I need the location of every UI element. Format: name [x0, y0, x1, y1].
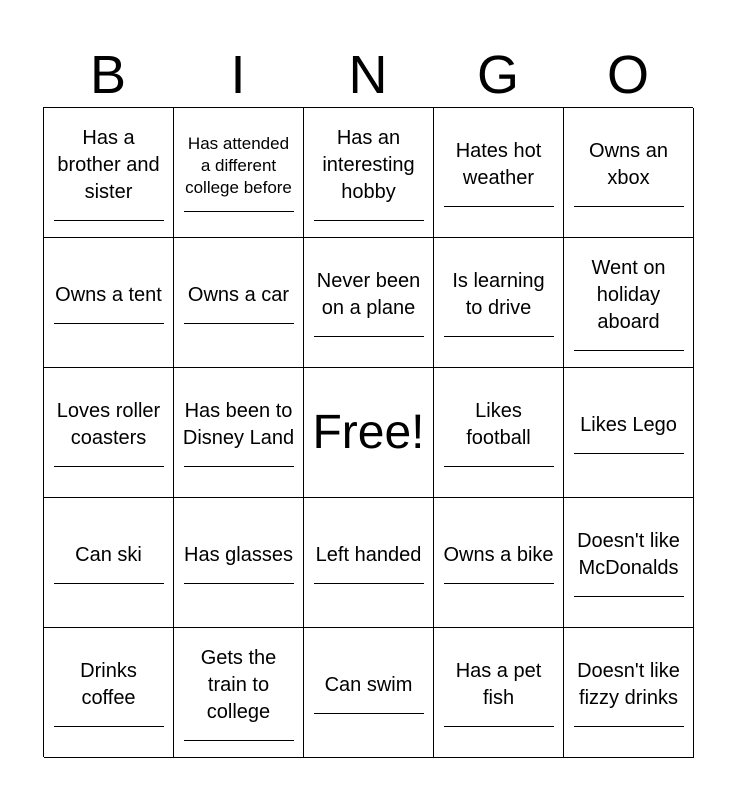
signature-line — [184, 583, 294, 584]
signature-line — [444, 336, 554, 337]
bingo-cell[interactable] — [434, 238, 564, 368]
cell-prompt: Is learning to drive — [452, 270, 545, 319]
cell-prompt: Owns a bike — [443, 543, 554, 566]
cell-prompt: Owns a car — [187, 283, 290, 306]
bingo-cell[interactable] — [304, 238, 434, 368]
bingo-cell[interactable] — [174, 628, 304, 758]
signature-line — [54, 583, 164, 584]
cell-prompt: Gets the train to college — [200, 646, 277, 723]
bingo-cell[interactable] — [564, 238, 694, 368]
bingo-cell[interactable] — [174, 108, 304, 238]
cell-prompt: Went on holiday aboard — [591, 256, 666, 333]
bingo-cell[interactable] — [44, 368, 174, 498]
signature-line — [54, 220, 164, 221]
cell-prompt: Left handed — [315, 543, 422, 566]
cell-prompt: Has attended a different college before — [185, 134, 292, 197]
cell-prompt: Drinks coffee — [80, 660, 137, 709]
signature-line — [444, 583, 554, 584]
bingo-cell[interactable] — [434, 628, 564, 758]
cell-prompt: Has an interesting hobby — [322, 126, 415, 203]
bingo-cell[interactable] — [174, 498, 304, 628]
cell-prompt: Likes Lego — [580, 413, 677, 436]
bingo-cell[interactable] — [564, 498, 694, 628]
cell-prompt: Hates hot weather — [455, 140, 542, 189]
bingo-cell[interactable] — [564, 108, 694, 238]
cell-prompt: Can swim — [324, 673, 413, 696]
header-letter-i: I — [230, 45, 246, 105]
bingo-cell[interactable] — [304, 628, 434, 758]
header-letter-o: O — [606, 45, 649, 105]
cell-prompt: Doesn't like fizzy drinks — [577, 660, 680, 709]
signature-line — [574, 206, 684, 207]
signature-line — [314, 220, 424, 221]
cell-prompt: Has a pet fish — [455, 660, 542, 709]
bingo-cell[interactable] — [434, 498, 564, 628]
bingo-cell[interactable] — [434, 368, 564, 498]
bingo-cell[interactable] — [174, 238, 304, 368]
signature-line — [54, 726, 164, 727]
bingo-cell[interactable] — [174, 368, 304, 498]
cell-prompt: Can ski — [75, 543, 142, 566]
bingo-cell[interactable] — [44, 238, 174, 368]
signature-line — [444, 726, 554, 727]
bingo-cell[interactable] — [434, 108, 564, 238]
cell-prompt: Doesn't like McDonalds — [577, 530, 680, 579]
cell-prompt: Has glasses — [184, 543, 293, 566]
signature-line — [314, 336, 424, 337]
cell-prompt: Owns a tent — [55, 283, 162, 306]
signature-line — [184, 740, 294, 741]
free-space[interactable] — [304, 368, 434, 498]
cell-prompt: Has been to Disney Land — [182, 400, 295, 449]
bingo-cell[interactable] — [564, 368, 694, 498]
bingo-cell[interactable] — [304, 498, 434, 628]
header-letter-n: N — [348, 45, 388, 105]
cell-prompt: Loves roller coasters — [56, 400, 161, 449]
signature-line — [574, 596, 684, 597]
signature-line — [444, 466, 554, 467]
bingo-cell[interactable] — [304, 108, 434, 238]
bingo-header — [43, 44, 693, 106]
cell-prompt: Never been on a plane — [316, 270, 421, 319]
signature-line — [184, 323, 294, 324]
signature-line — [184, 211, 294, 212]
signature-line — [574, 350, 684, 351]
signature-line — [314, 583, 424, 584]
header-letter-g: G — [476, 45, 519, 105]
signature-line — [574, 726, 684, 727]
bingo-cell[interactable] — [44, 108, 174, 238]
signature-line — [54, 323, 164, 324]
cell-prompt: Owns an xbox — [589, 140, 668, 189]
cell-prompt: Has a brother and sister — [57, 126, 160, 203]
bingo-cell[interactable] — [44, 498, 174, 628]
bingo-card-grid — [43, 107, 693, 757]
cell-prompt: Likes football — [466, 400, 531, 449]
bingo-cell[interactable] — [44, 628, 174, 758]
header-letter-b: B — [89, 45, 127, 105]
free-space-label: Free! — [312, 405, 425, 459]
signature-line — [574, 453, 684, 454]
bingo-cell[interactable] — [564, 628, 694, 758]
signature-line — [314, 713, 424, 714]
signature-line — [184, 466, 294, 467]
signature-line — [444, 206, 554, 207]
signature-line — [54, 466, 164, 467]
